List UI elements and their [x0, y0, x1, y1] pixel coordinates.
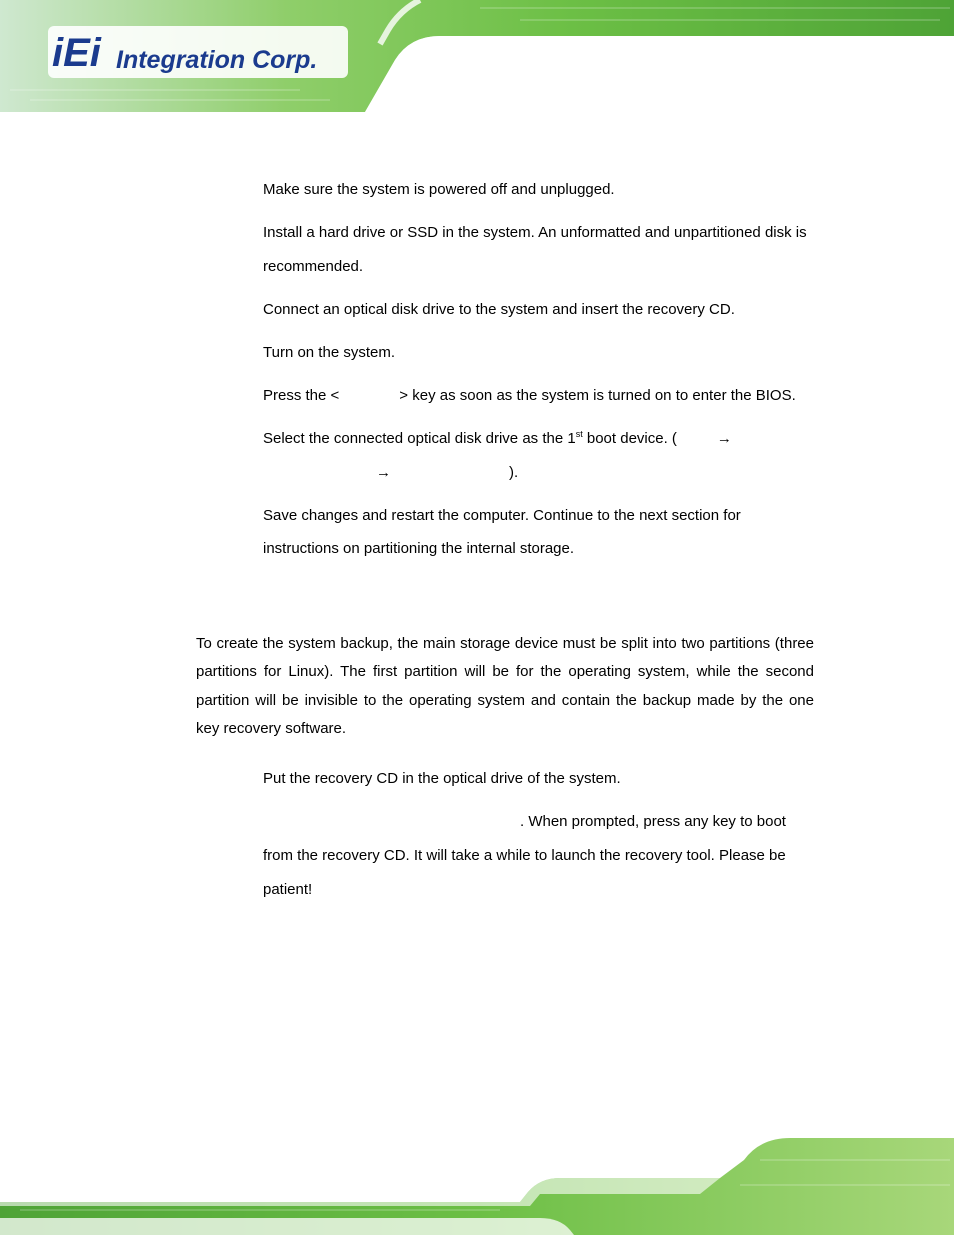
boot-text-after: boot device. (	[582, 430, 677, 447]
step-boot-from-cd	[263, 805, 818, 907]
step-put-cd: Put the recovery CD in the optical drive of the system.	[263, 770, 621, 787]
boot-cd-rest: from the recovery CD. It will take a while to launch the recovery tool. Please be patient!	[263, 847, 786, 898]
arrow-icon: →	[716, 430, 732, 447]
bios-text-after: > key as soon as the system is turned on to enter the BIOS.	[399, 387, 796, 404]
partition-paragraph: To create the system backup, the main storage device must be split into two partitions (three partitions for Linux). The first partition will be for the operating system, while the second partition will be invisible to the operating system and contain the backup made by the one key recovery software.	[196, 635, 814, 737]
footer-banner	[0, 1130, 954, 1235]
step-power-off: Make sure the system is powered off and unplugged.	[263, 181, 615, 198]
step-turn-on: Turn on the system.	[263, 344, 395, 361]
step-enter-bios	[263, 379, 818, 413]
iei-logo	[48, 26, 348, 78]
boot-text-before: Select the connected optical disk drive as the 1	[263, 430, 576, 447]
step-connect-optical: Connect an optical disk drive to the system and insert the recovery CD.	[263, 301, 735, 318]
bios-text-before: Press the <	[263, 387, 340, 404]
step-install-drive: Install a hard drive or SSD in the system. An unformatted and unpartitioned disk is recommended.	[263, 224, 807, 275]
arrow-icon: →	[376, 464, 391, 481]
step-select-boot-device	[263, 422, 818, 490]
svg-text:iEi: iEi	[52, 31, 101, 75]
boot-cd-line1: . When prompted, press any key to boot	[520, 813, 786, 830]
step-save-restart: Save changes and restart the computer. Continue to the next section for instructions on partitioning the internal storage.	[263, 507, 741, 557]
boot-superscript: st	[575, 429, 583, 439]
svg-text:Integration Corp.: Integration Corp.	[116, 46, 318, 74]
boot-line-end: ).	[509, 464, 519, 481]
